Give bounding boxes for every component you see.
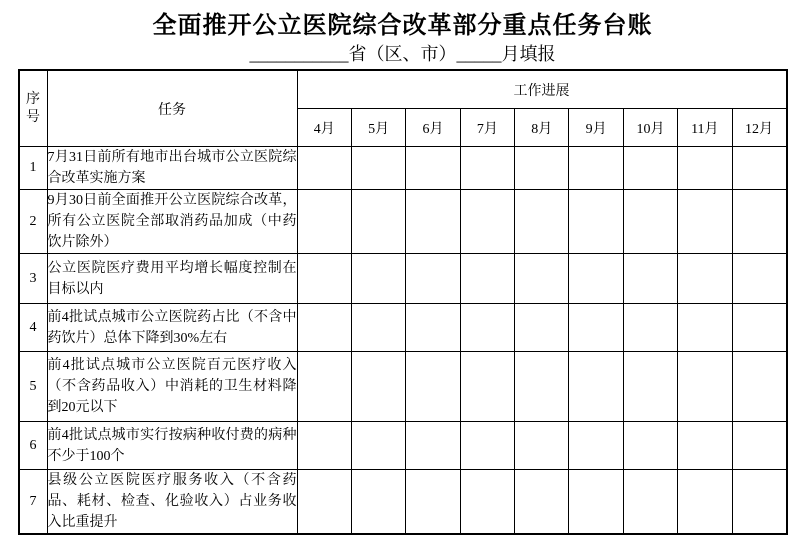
progress-cell	[678, 422, 732, 470]
progress-cell	[460, 352, 514, 422]
table-row	[19, 470, 787, 535]
month-header-jun: 6月	[406, 109, 460, 147]
month-header-dec: 12月	[732, 109, 787, 147]
progress-cell	[569, 254, 623, 304]
progress-cell	[297, 352, 351, 422]
progress-cell	[460, 254, 514, 304]
month-header-jul: 7月	[460, 109, 514, 147]
month-header-aug: 8月	[515, 109, 569, 147]
progress-cell	[623, 190, 677, 254]
month-header-oct: 10月	[623, 109, 677, 147]
progress-cell	[406, 147, 460, 190]
progress-cell	[678, 352, 732, 422]
progress-cell	[406, 254, 460, 304]
progress-cell	[515, 352, 569, 422]
column-header-index: 序号	[19, 70, 48, 147]
progress-cell	[351, 147, 405, 190]
progress-cell	[406, 422, 460, 470]
column-header-progress: 工作进展	[297, 70, 787, 109]
progress-cell	[623, 147, 677, 190]
progress-cell	[678, 147, 732, 190]
progress-cell	[515, 190, 569, 254]
progress-cell	[460, 304, 514, 352]
row-index: 4	[19, 304, 48, 352]
progress-cell	[569, 352, 623, 422]
progress-cell	[732, 190, 787, 254]
row-index: 7	[19, 470, 48, 535]
progress-cell	[623, 304, 677, 352]
progress-cell	[460, 147, 514, 190]
progress-cell	[569, 147, 623, 190]
progress-cell	[460, 190, 514, 254]
task-text: 公立医院医疗费用平均增长幅度控制在目标以内	[47, 254, 297, 304]
column-header-task: 任务	[47, 70, 297, 147]
progress-cell	[732, 422, 787, 470]
progress-cell	[569, 190, 623, 254]
progress-cell	[678, 304, 732, 352]
table-row	[19, 352, 787, 422]
row-index: 2	[19, 190, 48, 254]
row-index: 3	[19, 254, 48, 304]
progress-cell	[297, 304, 351, 352]
progress-cell	[515, 422, 569, 470]
subtitle-fill-in-line: ___________省（区、市）_____月填报	[249, 43, 556, 64]
progress-cell	[623, 422, 677, 470]
progress-cell	[351, 352, 405, 422]
progress-cell	[623, 254, 677, 304]
progress-cell	[406, 470, 460, 535]
progress-cell	[569, 304, 623, 352]
progress-cell	[351, 470, 405, 535]
month-header-nov: 11月	[678, 109, 732, 147]
task-text: 县级公立医院医疗服务收入（不含药品、耗材、检查、化验收入）占业务收入比重提升	[47, 470, 297, 535]
progress-cell	[678, 470, 732, 535]
progress-cell	[732, 147, 787, 190]
month-header-sep: 9月	[569, 109, 623, 147]
row-index: 5	[19, 352, 48, 422]
progress-cell	[460, 422, 514, 470]
progress-cell	[297, 190, 351, 254]
progress-cell	[297, 147, 351, 190]
task-text: 前4批试点城市公立医院百元医疗收入（不含药品收入）中消耗的卫生材料降到20元以下	[47, 352, 297, 422]
progress-cell	[623, 352, 677, 422]
progress-cell	[569, 422, 623, 470]
progress-cell	[732, 470, 787, 535]
task-text: 前4批试点城市公立医院药占比（不含中药饮片）总体下降到30%左右	[47, 304, 297, 352]
progress-cell	[515, 304, 569, 352]
progress-cell	[460, 470, 514, 535]
progress-cell	[297, 254, 351, 304]
task-text: 前4批试点城市实行按病种收付费的病种不少于100个	[47, 422, 297, 470]
header-row-top	[19, 70, 787, 109]
progress-cell	[351, 304, 405, 352]
month-header-may: 5月	[351, 109, 405, 147]
task-ledger-table	[18, 69, 788, 535]
progress-cell	[732, 304, 787, 352]
progress-cell	[569, 470, 623, 535]
progress-cell	[623, 470, 677, 535]
progress-cell	[406, 190, 460, 254]
progress-cell	[515, 147, 569, 190]
progress-cell	[351, 422, 405, 470]
progress-cell	[732, 352, 787, 422]
task-text: 9月30日前全面推开公立医院综合改革，所有公立医院全部取消药品加成（中药饮片除外）	[47, 190, 297, 254]
table-row	[19, 147, 787, 190]
progress-cell	[515, 254, 569, 304]
progress-cell	[515, 470, 569, 535]
progress-cell	[351, 190, 405, 254]
progress-cell	[678, 254, 732, 304]
table-row	[19, 190, 787, 254]
task-text: 7月31日前所有地市出台城市公立医院综合改革实施方案	[47, 147, 297, 190]
progress-cell	[406, 304, 460, 352]
row-index: 6	[19, 422, 48, 470]
table-row	[19, 422, 787, 470]
month-header-apr: 4月	[297, 109, 351, 147]
progress-cell	[297, 470, 351, 535]
table-row	[19, 304, 787, 352]
progress-cell	[351, 254, 405, 304]
row-index: 1	[19, 147, 48, 190]
progress-cell	[732, 254, 787, 304]
page-title: 全面推开公立医院综合改革部分重点任务台账	[152, 13, 653, 39]
progress-cell	[678, 190, 732, 254]
progress-cell	[406, 352, 460, 422]
progress-cell	[297, 422, 351, 470]
table-row	[19, 254, 787, 304]
